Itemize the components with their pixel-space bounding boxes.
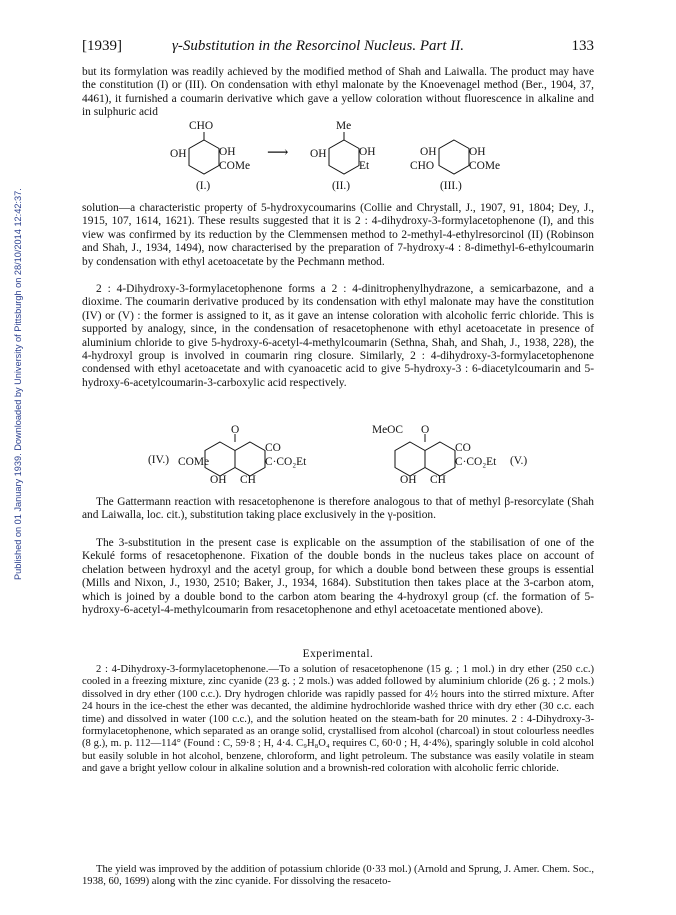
structures-i-iii (82, 120, 594, 198)
paragraph-4: The Gattermann reaction with resacetophenone is therefore analogous to that of methyl β-resorcylate (Shah and Laiwalla, loc. cit.), substitution taking place exclusively in the γ-position. (82, 496, 594, 522)
i-label: (I.) (196, 180, 211, 192)
header-title: γ-Substitution in the Resorcinol Nucleus. Part II. (172, 38, 464, 54)
iv-come: COMe (178, 456, 210, 468)
ii-et: Et (359, 160, 370, 172)
iv-oh: OH (210, 474, 227, 486)
iv-ch: CH (240, 474, 256, 486)
v-co: CO (455, 442, 471, 454)
section-heading: Experimental. (302, 648, 374, 660)
paragraph-1: but its formylation was readily achieved by the modified method of Shah and Laiwalla. The product may have the constitution (I) or (III). On condensation with ethyl malonate by the Knoevenagel method (Ber., 1904, 37, 4461), it furnished a coumarin derivative which gave a yellow coloration without fluorescence in alkaline and in sulphuric acid (82, 66, 594, 119)
v-oh: OH (400, 474, 417, 486)
iii-come: COMe (469, 160, 501, 172)
iv-cco2et: C·CO₂Et (265, 456, 307, 468)
i-come: COMe (219, 160, 251, 172)
page-number: 133 (571, 38, 594, 54)
v-o: O (421, 424, 430, 436)
iii-cho: CHO (410, 160, 435, 172)
v-cco2et: C·CO₂Et (455, 456, 497, 468)
iii-label: (III.) (440, 180, 462, 192)
v-meoc: MeOC (372, 424, 404, 436)
ii-label: (II.) (332, 180, 351, 192)
page-header (82, 38, 594, 56)
iii-oh-right: OH (469, 146, 486, 158)
ii-me: Me (336, 120, 352, 132)
watermark-text: Published on 01 January 1939. Downloaded by University of Pittsburgh on 28/10/2014 12:42:37. (13, 188, 23, 580)
v-label: (V.) (510, 455, 528, 467)
i-cho: CHO (189, 120, 214, 132)
i-oh-left: OH (170, 148, 187, 160)
ii-oh-left: OH (310, 148, 327, 160)
paragraph-7: The yield was improved by the addition of potassium chloride (0·33 mol.) (Arnold and Sprung, J. Amer. Chem. Soc., 1938, 60, 1699) along with the zinc cyanide. For dissolving the resaceto- (82, 864, 594, 888)
iv-label: (IV.) (148, 454, 169, 466)
download-watermark (2, 150, 23, 580)
paragraph-6: 2 : 4-Dihydroxy-3-formylacetophenone.—To a solution of resacetophenone (15 g. ; 1 mol.) in dry ether (250 c.c.) cooled in a freezing mixture, zinc cyanide (23 g. ; 2 mols.) was added followed by aluminium chloride (26 g. ; 2 mols.) dissolved in dry ether (100 c.c.). Dry hydrogen chloride was rapidly passed for 4½ hours into the stirred mixture. After 24 hours in the ice-chest the ether was decanted, the aldimine hydrochloride washed thrice with dry ether (30 c.c. each time) and dissolved in water (100 c.c.), and the solution heated on the steam-bath for 20 minutes. 2 : 4-Dihydroxy-3-formylacetophenone, which separated as an orange solid, crystallised from alcohol (charcoal) in stout colourless needles (8 g.), m. p. 112—114° (Found : C, 59·8 ; H, 4·4. C₉H₈O₄ requires C, 60·0 ; H, 4·4%), sparingly soluble in cold alcohol but easily soluble in hot alcohol, benzene, chloroform, and light petroleum. The substance was easily volatile in steam and gave a bright yellow colour in alkaline solution and a brownish-red coloration with alcoholic ferric chloride. (82, 664, 594, 775)
header-year: [1939] (82, 38, 122, 54)
iv-co: CO (265, 442, 281, 454)
iii-oh-left: OH (420, 146, 437, 158)
v-ch: CH (430, 474, 446, 486)
paragraph-3: 2 : 4-Dihydroxy-3-formylacetophenone forms a 2 : 4-dinitrophenylhydrazone, a semicarbazone, and a dioxime. The coumarin derivative produced by its condensation with ethyl malonate may have the constitution (IV) or (V) : the former is assigned to it, as it gave an intense coloration with alcoholic ferric chloride. This is supported by analogy, since, in the condensation of resacetophenone with ethyl acetoacetate in presence of aluminium chloride to give 5-hydroxy-6-acetyl-4-methylcoumarin (Sethna, Shah, and Shah, J., 1938, 228), the 4-hydroxyl group is involved in coumarin ring closure. Similarly, 2 : 4-dihydroxy-3-formylacetophenone condensed with ethyl acetoacetate and with cyanoacetic acid to give 5-hydroxy-3 : 6-diacetylcoumarin and 5-hydroxy-6-acetylcoumarin-3-carboxylic acid respectively. (82, 283, 594, 389)
reaction-arrow: ⟶ (267, 145, 289, 161)
iv-o: O (231, 424, 240, 436)
structures-iv-v (82, 424, 594, 492)
paragraph-2: solution—a characteristic property of 5-hydroxycoumarins (Collie and Chrystall, J., 1907, 91, 1804; Dey, J., 1915, 107, 1614, 1621). These results suggested that it is 2 : 4-dihydroxy-3-formylacetophenone (I), and this view was confirmed by its reduction by the Clemmensen method to 2-methyl-4-ethylresorcinol (II) (Robinson and Shah, J., 1934, 1494), now characterised by the preparation of 7-hydroxy-4 : 8-dimethyl-6-ethylcoumarin by condensation with ethyl acetoacetate by the Pechmann method. (82, 202, 594, 268)
i-oh-right: OH (219, 146, 236, 158)
paragraph-5: The 3-substitution in the present case is explicable on the assumption of the stabilisation of one of the Kekulé forms of resacetophenone. Fixation of the double bonds in the nucleus takes place on account of chelation between hydroxyl and the acetyl group, for which a double bond between these groups is essential (Mills and Nixon, J., 1930, 2510; Baker, J., 1934, 1684). Substitution then takes place at the 3-carbon atom, which is joined by a double bond to the carbon atom bearing the 4-hydroxyl group (cf. the formation of 5-hydroxy-6-acetyl-4-methylcoumarin from resacetophenone and ethyl acetoacetate mentioned above). (82, 537, 594, 617)
ii-oh-right: OH (359, 146, 376, 158)
